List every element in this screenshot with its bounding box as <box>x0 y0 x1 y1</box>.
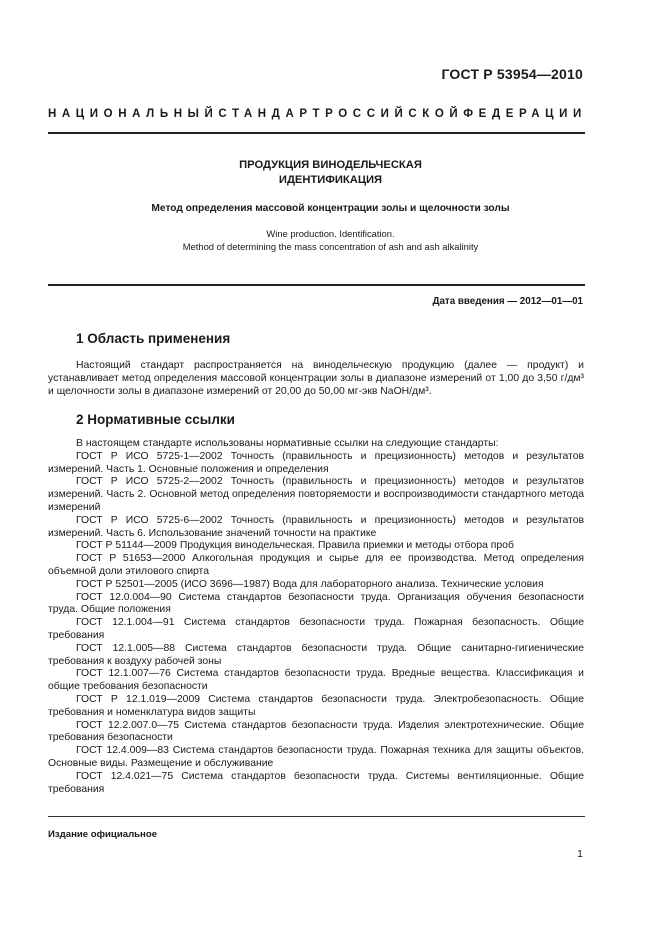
banner-word: РОССИЙСКОЙ <box>325 108 464 120</box>
reference-item: ГОСТ Р ИСО 5725-2—2002 Точность (правильность и прецизионность) методов и результатов измерений. Часть 2. Основной метод определения повторяемости и воспроизводимости стандартного метода измерений <box>48 476 584 513</box>
title-divider <box>48 284 585 286</box>
page-number: 1 <box>577 848 583 860</box>
national-standard-banner <box>48 108 586 120</box>
footer-divider <box>48 816 585 817</box>
section-2-heading: 2 Нормативные ссылки <box>76 412 235 427</box>
header-divider <box>48 132 585 134</box>
title-line-2: ИДЕНТИФИКАЦИЯ <box>278 174 383 186</box>
banner-word: ФЕДЕРАЦИИ <box>463 108 587 120</box>
reference-item: ГОСТ Р 51144—2009 Продукция винодельческая. Правила приемки и методы отбора проб <box>76 540 514 552</box>
reference-item: ГОСТ Р 12.1.019—2009 Система стандартов безопасности труда. Электробезопасность. Общие требования и номенклатура видов защиты <box>48 693 584 718</box>
reference-item: ГОСТ 12.1.007—76 Система стандартов безопасности труда. Вредные вещества. Классификация и общие требования безопасности <box>48 668 584 693</box>
banner-word: СТАНДАРТ <box>218 108 326 120</box>
official-edition-label: Издание официальное <box>48 829 158 840</box>
reference-item: ГОСТ Р 52501—2005 (ИСО 3696—1987) Вода для лабораторного анализа. Технические условия <box>76 578 544 590</box>
reference-item: ГОСТ 12.0.004—90 Система стандартов безопасности труда. Организация обучения безопасности труда. Общие положения <box>48 591 584 616</box>
reference-item: ГОСТ 12.1.005—88 Система стандартов безопасности труда. Общие санитарно-гигиенические требования к воздуху рабочей зоны <box>48 642 584 667</box>
section-1-body <box>48 359 584 398</box>
reference-item: ГОСТ Р ИСО 5725-1—2002 Точность (правильность и прецизионность) методов и результатов измерений. Часть 1. Основные положения и определения <box>48 450 584 475</box>
section-1-heading: 1 Область применения <box>76 331 231 346</box>
banner-word: НАЦИОНАЛЬНЫЙ <box>48 108 219 120</box>
title-line-1: ПРОДУКЦИЯ ВИНОДЕЛЬЧЕСКАЯ <box>239 159 422 171</box>
reference-item: ГОСТ 12.1.004—91 Система стандартов безопасности труда. Пожарная безопасность. Общие требования <box>48 617 584 641</box>
title-en-line-2: Method of determining the mass concentration of ash and ash alkalinity <box>182 241 479 252</box>
reference-item: ГОСТ Р ИСО 5725-6—2002 Точность (правильность и прецизионность) методов и результатов измерений. Часть 6. Использование значений точности на практике <box>48 514 584 539</box>
reference-item: ГОСТ 12.4.009—83 Система стандартов безопасности труда. Пожарная техника для защиты объектов. Основные виды. Размещение и обслуживание <box>48 745 584 769</box>
title-en-line-1: Wine production. Identification. <box>266 228 395 239</box>
references-intro: В настоящем стандарте использованы нормативные ссылки на следующие стандарты: <box>76 438 499 449</box>
reference-item: ГОСТ 12.4.021—75 Система стандартов безопасности труда. Системы вентиляционные. Общие требования <box>48 770 584 795</box>
reference-item: ГОСТ 12.2.007.0—75 Система стандартов безопасности труда. Изделия электротехнические. Общие требования безопасности <box>48 719 584 744</box>
reference-item: ГОСТ Р 51653—2000 Алкогольная продукция и сырье для ее производства. Метод определения объемной доли этилового спирта <box>48 553 584 577</box>
introduction-date: Дата введения — 2012—01—01 <box>432 296 583 307</box>
section-1-text: Настоящий стандарт распространяется на винодельческую продукцию (далее — продукт) и устанавливает метод определения массовой концентрации золы в диапазоне измерений от 1,00 до 3,50 г/дм³ и щелочности золы в диапазоне измерений от 20,00 до 50,00 мг-экв NaOH/дм³. <box>48 360 584 397</box>
method-title-ru: Метод определения массовой концентрации золы и щелочности золы <box>151 203 510 214</box>
normative-references <box>48 438 584 796</box>
document-code: ГОСТ Р 53954—2010 <box>441 66 583 82</box>
